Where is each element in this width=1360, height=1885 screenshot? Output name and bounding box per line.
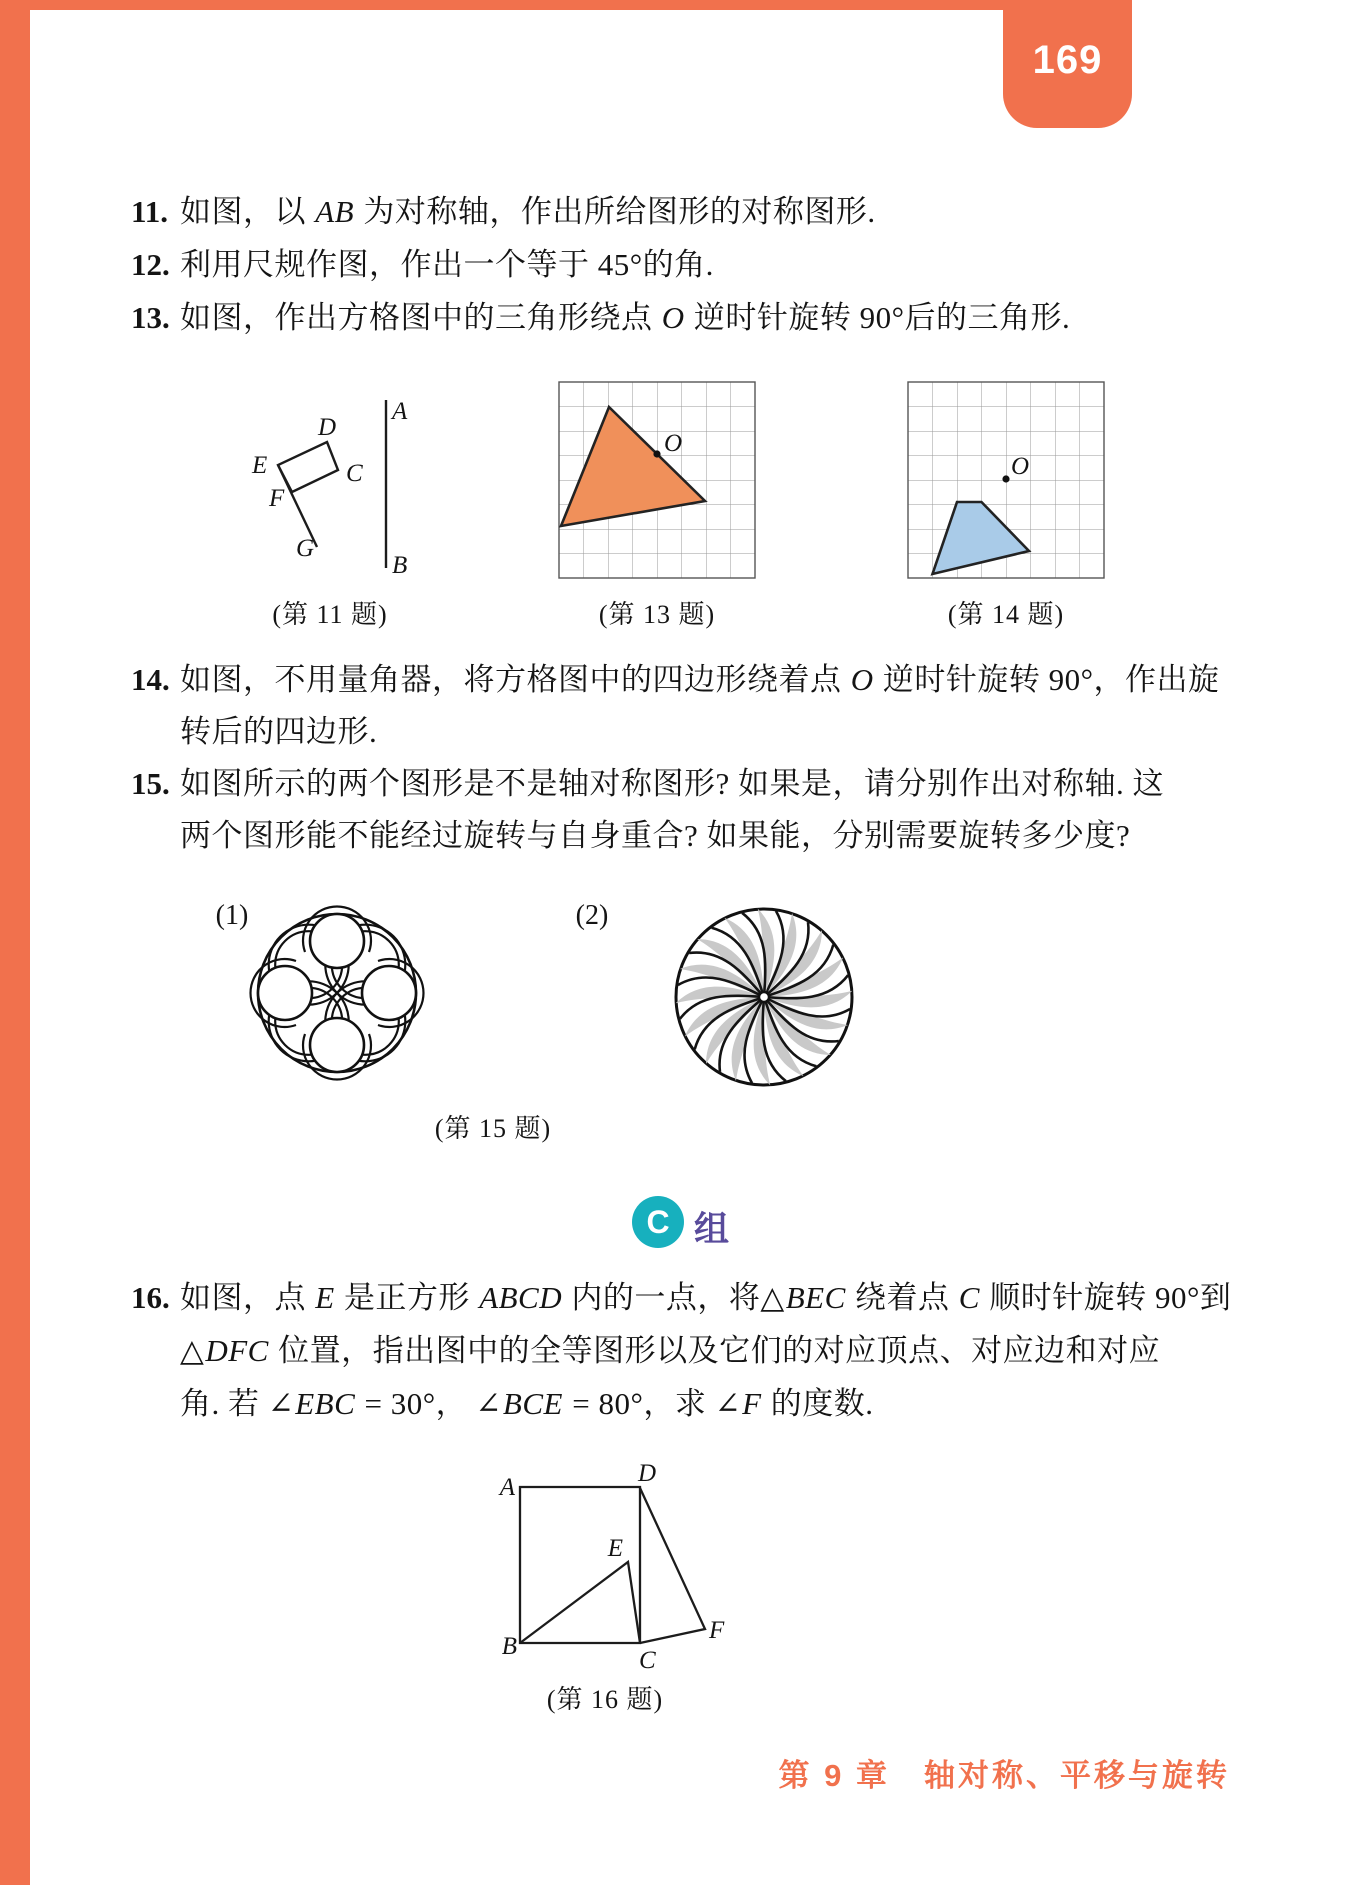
label-O: O — [1011, 453, 1030, 480]
figure-problem-15-pinwheel — [669, 902, 859, 1092]
label-C: C — [346, 460, 363, 487]
label-D: D — [318, 414, 337, 441]
rotation-center-dot — [1002, 475, 1009, 482]
problem-16-text-line-2: △DFC 位置，指出图中的全等图形以及它们的对应顶点、对应边和对应 — [180, 1333, 1161, 1368]
caption-figure-15: (第 15 题) — [434, 1114, 552, 1143]
left-accent-bar — [0, 0, 30, 1885]
problem-14-number: 14. — [131, 662, 170, 697]
figure-problem-11 — [240, 393, 420, 578]
caption-figure-13: (第 13 题) — [598, 600, 716, 629]
figure-problem-14 — [907, 381, 1107, 581]
problem-14-text-line-1: 如图，不用量角器，将方格图中的四边形绕着点 O 逆时针旋转 90°，作出旋 — [180, 662, 1220, 697]
label-E: E — [252, 452, 268, 479]
problem-15-text-line-2: 两个图形能不能经过旋转与自身重合? 如果能，分别需要旋转多少度? — [180, 818, 1131, 853]
page-number: 169 — [1032, 37, 1103, 82]
square-abcd — [520, 1487, 640, 1643]
top-accent-strip — [0, 0, 1132, 10]
label-E: E — [607, 1535, 623, 1562]
figure-problem-15-rosette — [247, 903, 427, 1083]
problem-12-text: 利用尺规作图，作出一个等于 45°的角. — [180, 247, 714, 282]
label-A: A — [499, 1474, 515, 1501]
label-A: A — [392, 398, 408, 425]
page-number-tab — [1003, 0, 1132, 128]
chapter-footer: 第 9 章 轴对称、平移与旋转 — [778, 1758, 1230, 1793]
item-label-2: (2) — [575, 900, 609, 931]
label-F: F — [709, 1617, 725, 1644]
label-D: D — [638, 1462, 657, 1487]
problem-12-number: 12. — [131, 247, 170, 282]
group-c-label: 组 — [694, 1210, 730, 1249]
problem-15-number: 15. — [131, 766, 170, 801]
triangle-bec — [520, 1562, 640, 1643]
problem-16-text-line-1: 如图，点 E 是正方形 ABCD 内的一点，将△BEC 绕着点 C 顺时针旋转 90°到 — [180, 1280, 1232, 1315]
caption-figure-14: (第 14 题) — [947, 600, 1065, 629]
item-label-1: (1) — [215, 900, 249, 931]
problem-14-text-line-2: 转后的四边形. — [180, 714, 378, 749]
rotation-center-dot — [653, 450, 660, 457]
problem-11-text: 如图，以 AB 为对称轴，作出所给图形的对称图形. — [180, 194, 876, 229]
group-c-letter: C — [646, 1203, 670, 1240]
problem-16-number: 16. — [131, 1280, 170, 1315]
caption-figure-16: (第 16 题) — [546, 1685, 664, 1714]
label-F: F — [269, 485, 285, 512]
label-O: O — [664, 430, 683, 457]
caption-figure-11: (第 11 题) — [272, 600, 388, 629]
figure-problem-16 — [455, 1462, 745, 1682]
problem-15-text-line-1: 如图所示的两个图形是不是轴对称图形? 如果是，请分别作出对称轴. 这 — [180, 766, 1165, 801]
figure-problem-13 — [558, 381, 758, 581]
problem-13-text: 如图，作出方格图中的三角形绕点 O 逆时针旋转 90°后的三角形. — [180, 300, 1071, 335]
triangle-dfc — [640, 1488, 705, 1643]
problem-16-text-line-3: 角. 若 ∠EBC = 30°， ∠BCE = 80°，求 ∠F 的度数. — [180, 1386, 874, 1421]
label-C: C — [639, 1647, 656, 1674]
group-c-badge — [632, 1196, 684, 1248]
label-B: B — [392, 552, 408, 578]
problem-13-number: 13. — [131, 300, 170, 335]
label-B: B — [501, 1633, 517, 1660]
problem-11-number: 11. — [131, 194, 169, 229]
pinwheel-hub — [759, 992, 769, 1002]
label-G: G — [296, 535, 315, 562]
